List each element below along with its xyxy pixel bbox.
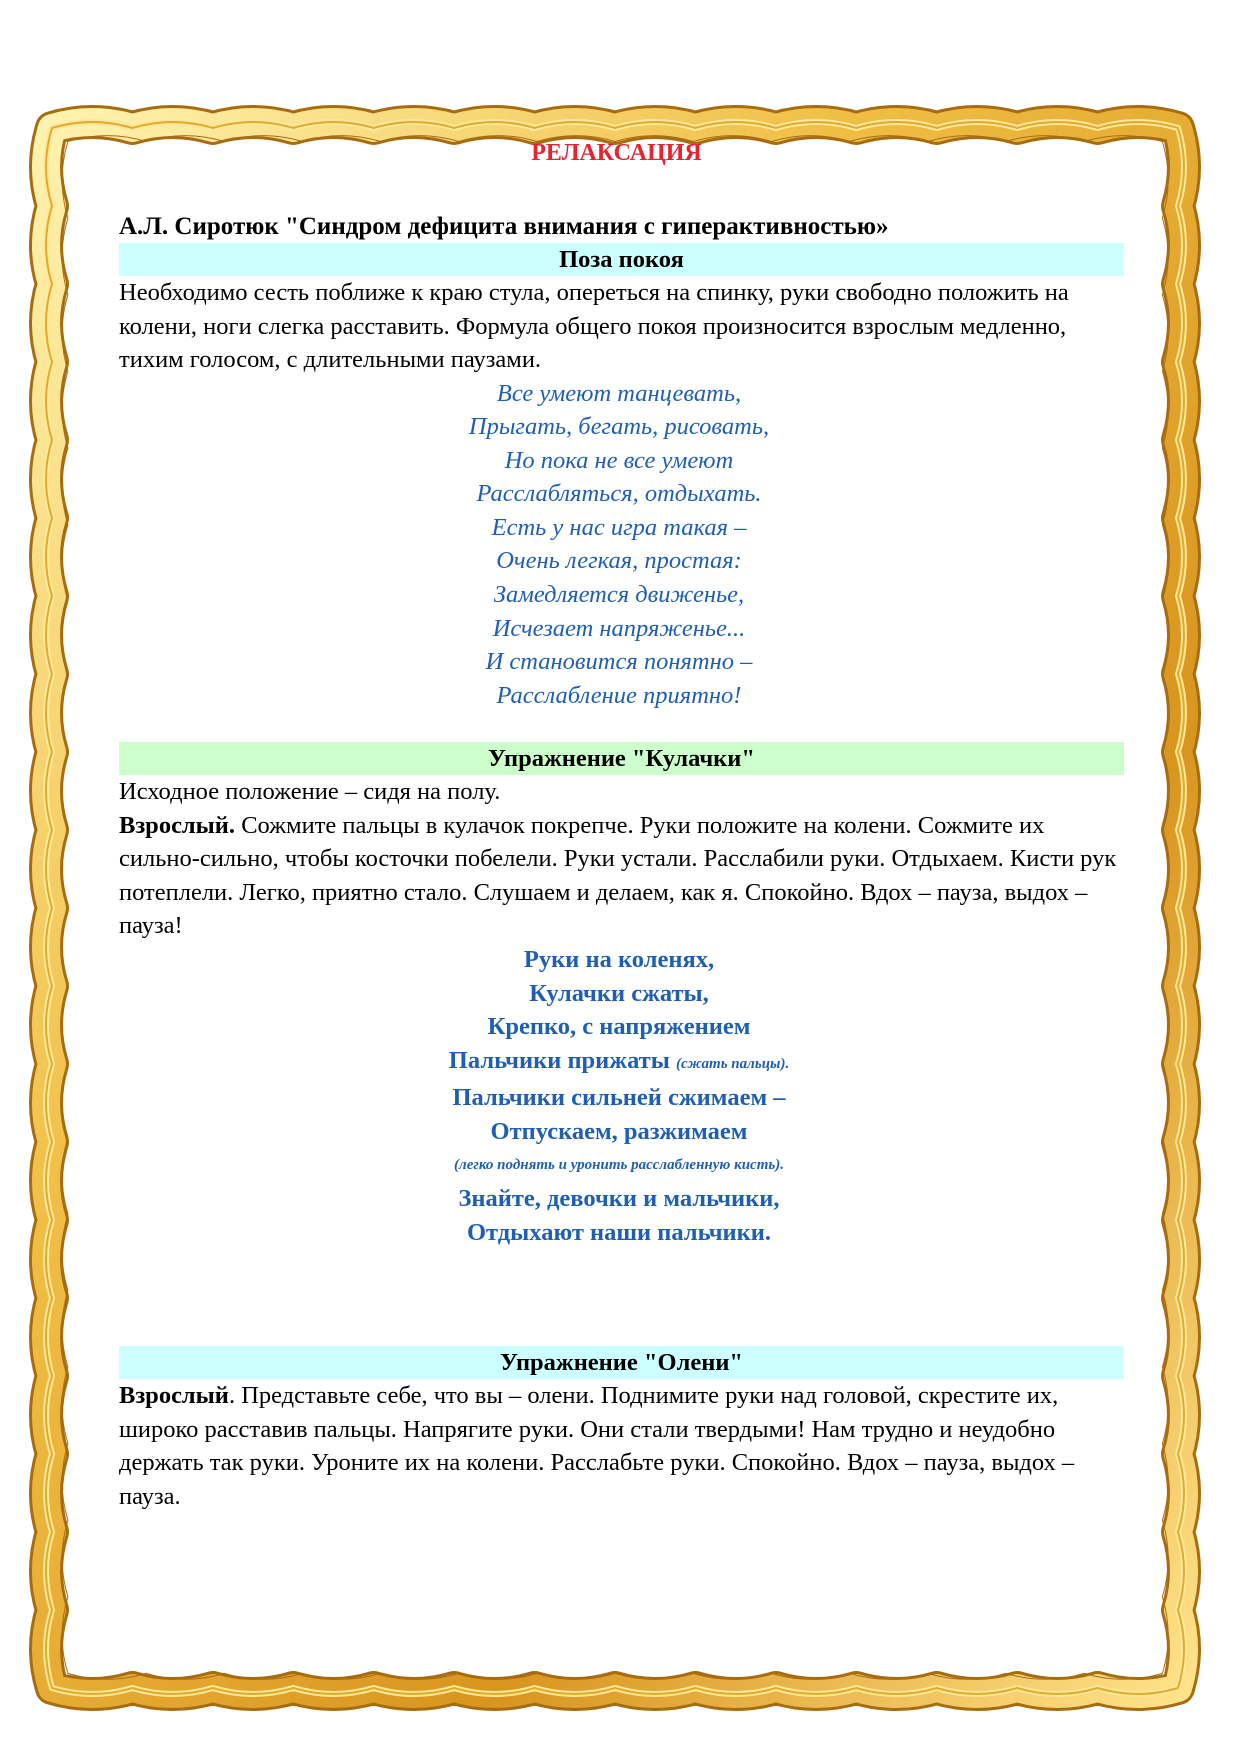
poem-line: Отпускаем, разжимаем	[490, 1117, 748, 1145]
document-body	[119, 138, 1124, 1513]
poem-line	[114, 1044, 1124, 1082]
poem-line: И становится понятно –	[485, 648, 753, 676]
section-text-oleni	[119, 1379, 1124, 1513]
poem-line: Расслабление приятно!	[496, 681, 742, 709]
poem-line: Замедляется движенье,	[493, 581, 745, 609]
section-text-kulachki	[119, 809, 1124, 943]
page-title: РЕЛАКСАЦИЯ	[531, 140, 702, 166]
poem-line: Отдыхают наши пальчики.	[466, 1218, 772, 1246]
section-intro-kulachki: Исходное положение – сидя на полу.	[119, 778, 501, 806]
poem-line: Расслабляться, отдыхать.	[476, 480, 762, 508]
poem-relaxation	[114, 377, 1124, 713]
section-heading-poza-pokoya: Поза покоя	[119, 243, 1124, 276]
poem-line: Прыгать, бегать, рисовать,	[468, 413, 770, 441]
exercise-instructions: . Представьте себе, что вы – олени. Поднимите руки над головой, скрестите их, широко расставив пальцы. Напрягите руки. Они стали твердыми! Нам трудно и неудобно держать так руки. Уроните их на колени. Расслабьте руки. Спокойно. Вдох – пауза, выдох – пауза.	[119, 1382, 1075, 1510]
stage-direction: (сжать пальцы).	[675, 1055, 790, 1072]
poem-line: Пальчики сильней сжимаем –	[452, 1084, 786, 1112]
poem-kulachki	[114, 943, 1124, 1249]
section-heading-kulachki: Упражнение "Кулачки"	[119, 742, 1124, 775]
poem-line: Но пока не все умеют	[504, 446, 734, 474]
speaker-label: Взрослый.	[119, 811, 236, 839]
poem-line: Есть у нас игра такая –	[491, 513, 747, 541]
speaker-label: Взрослый	[119, 1382, 229, 1410]
poem-line: Знайте, девочки и мальчики,	[458, 1185, 780, 1213]
poem-line: Исчезает напряженье...	[492, 614, 746, 642]
poem-line: Руки на коленях,	[523, 945, 715, 973]
section-text-poza-pokoya: Необходимо сесть поближе к краю стула, опереться на спинку, руки свободно положить на колени, ноги слегка расставить. Формула общего покоя произносится взрослым медленно, тихим голосом, с длительными паузами.	[119, 279, 1069, 373]
poem-line-text: Пальчики прижаты	[448, 1046, 670, 1074]
poem-line: Крепко, с напряжением	[487, 1013, 751, 1041]
stage-direction: (легко поднять и уронить расслабленную кисть).	[454, 1156, 784, 1173]
exercise-instructions: Сожмите пальцы в кулачок покрепче. Руки положите на колени. Сожмите их сильно-сильно, чтобы косточки побелели. Руки устали. Расслабили руки. Отдыхаем. Кисти рук потеплели. Легко, приятно стало. Слушаем и делаем, как я. Спокойно. Вдох – пауза, выдох – пауза!	[119, 811, 1117, 940]
poem-line: Все умеют танцевать,	[496, 379, 742, 407]
poem-line: Кулачки сжаты,	[529, 979, 709, 1007]
author-line: А.Л. Сиротюк "Синдром дефицита внимания с гиперактивностью»	[119, 213, 889, 240]
poem-line: Очень легкая, простая:	[496, 547, 742, 575]
section-heading-oleni: Упражнение "Олени"	[119, 1346, 1124, 1379]
